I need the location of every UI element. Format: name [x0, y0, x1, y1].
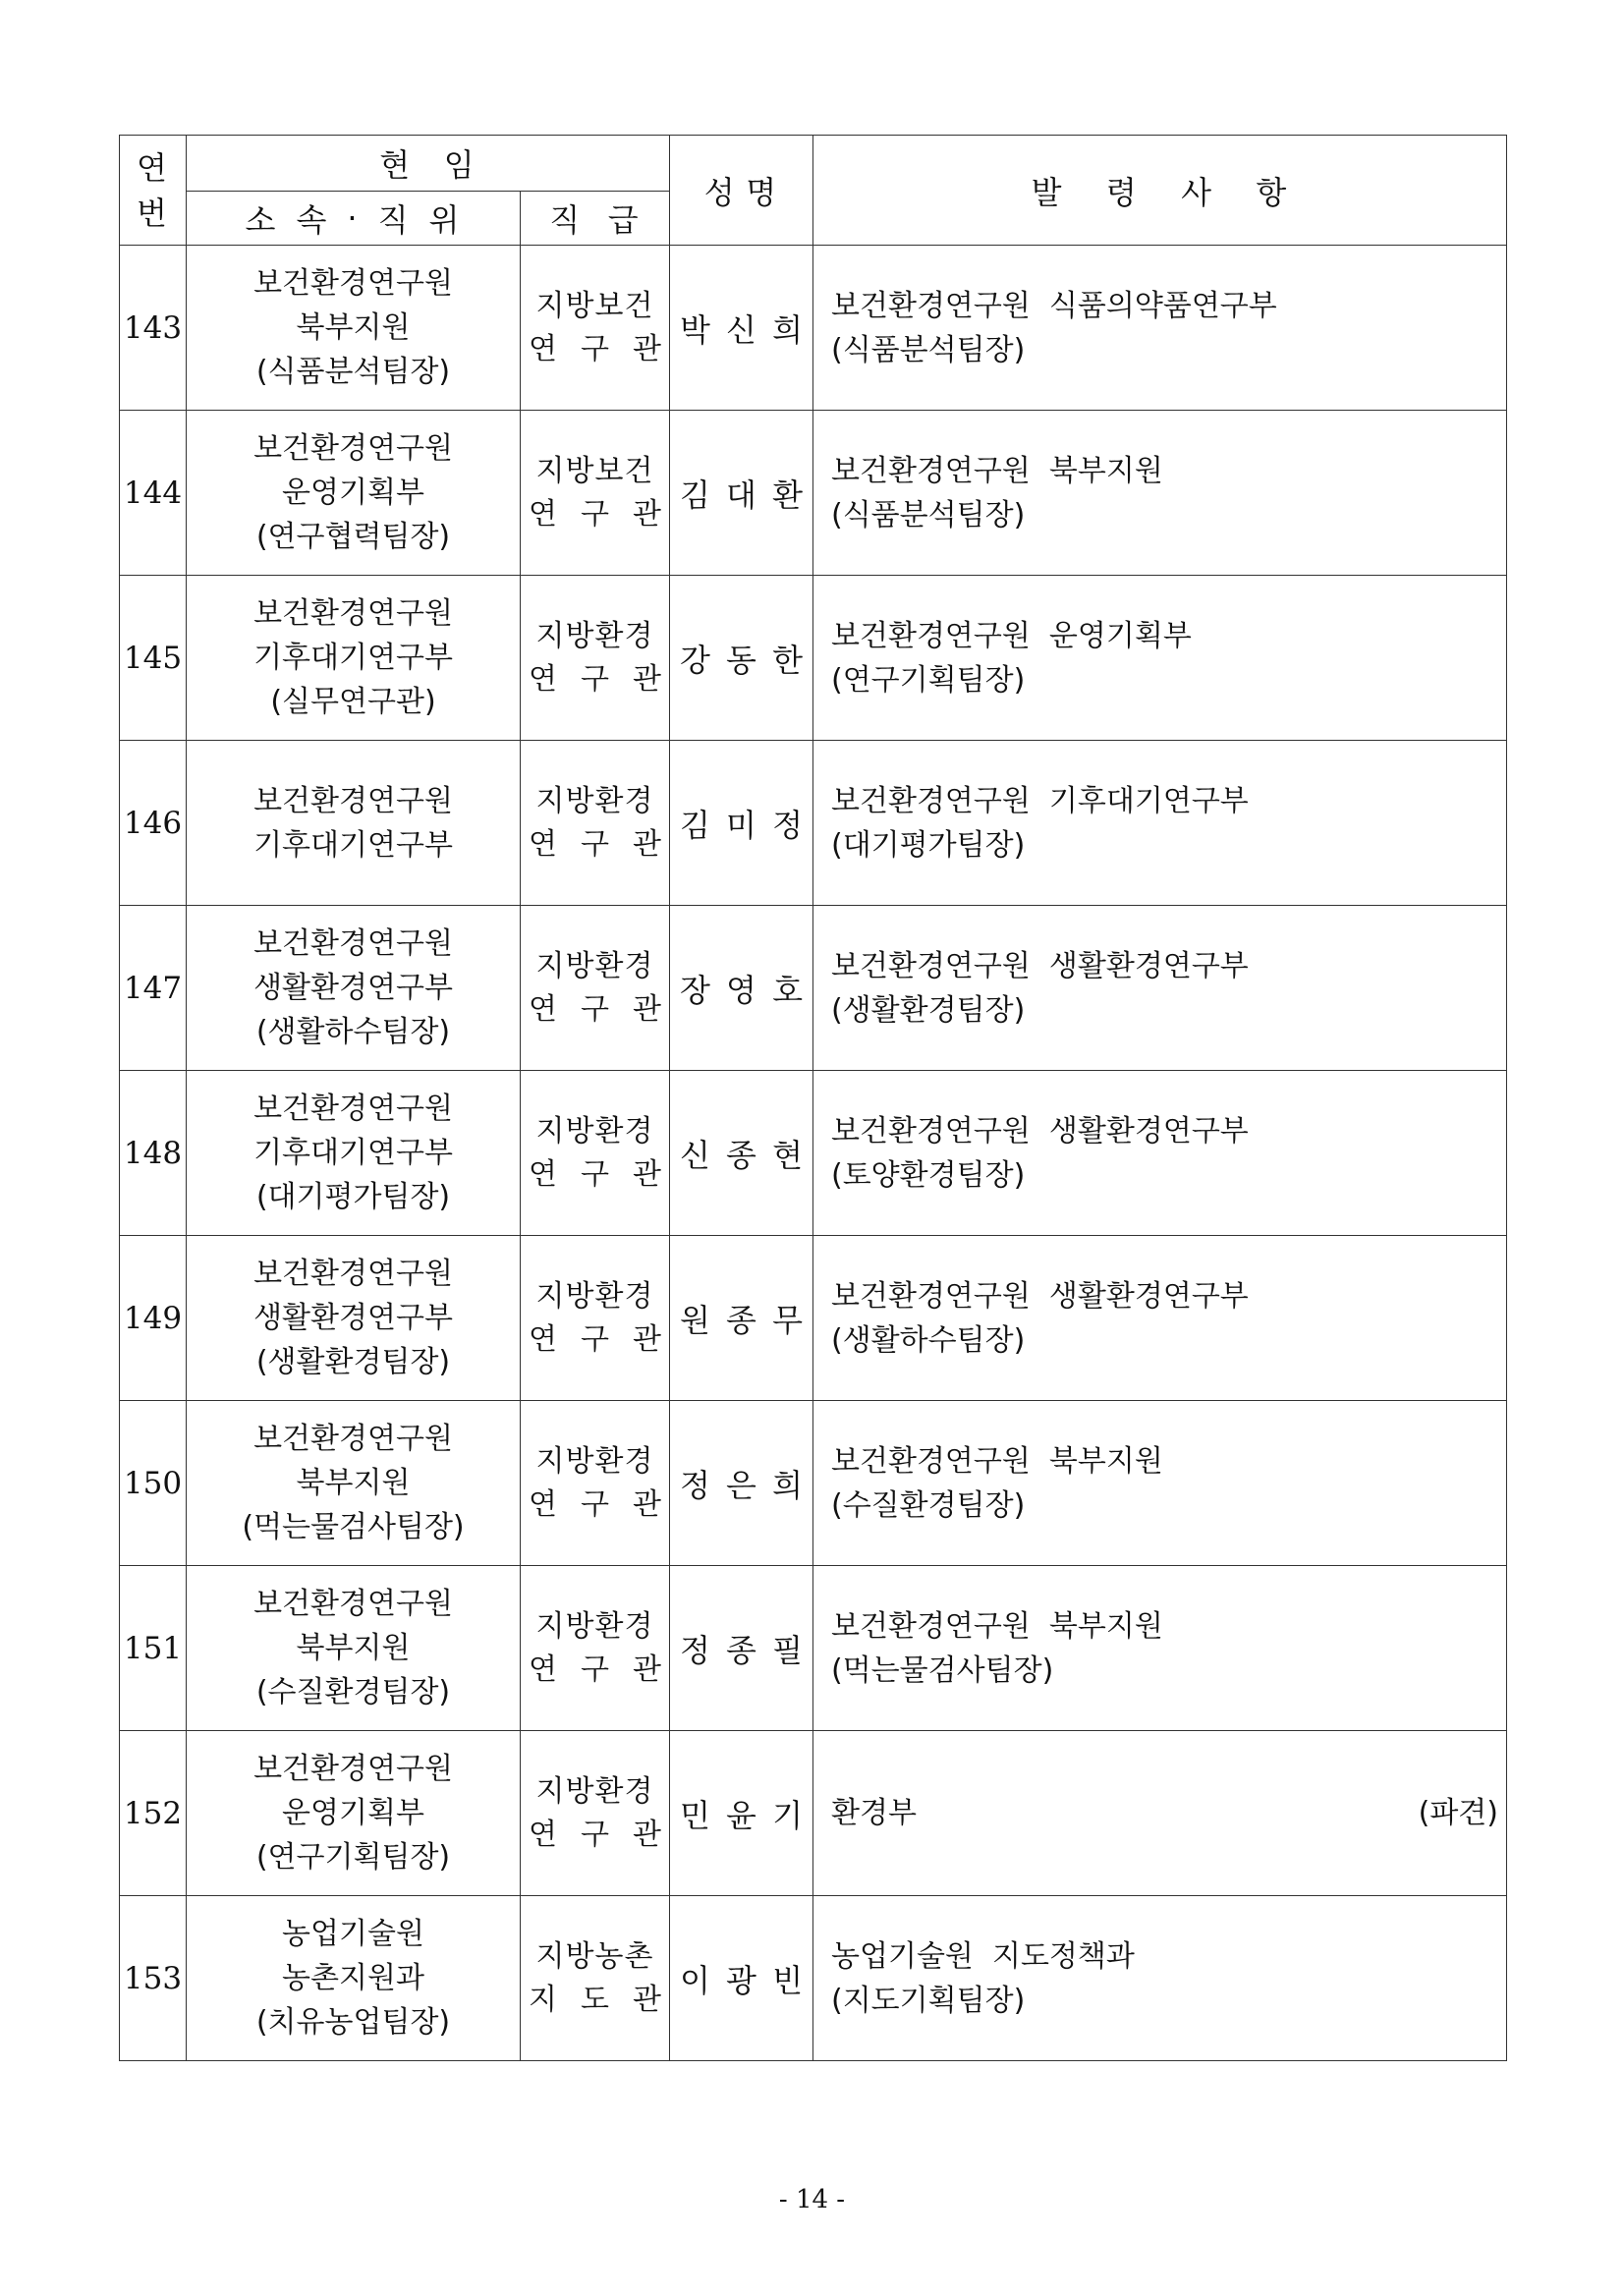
dept-line: (생활환경팀장) — [255, 1345, 451, 1379]
name-char: 기 — [772, 1796, 803, 1834]
dept-line: 보건환경연구원 — [253, 431, 453, 466]
dept-line: 북부지원 — [296, 310, 411, 345]
dept-line: 보건환경연구원 — [253, 596, 453, 631]
name-char: 정 — [772, 806, 803, 844]
name-cell — [670, 1731, 813, 1896]
order-header-char: 발 — [1031, 173, 1064, 211]
grade-line-2 — [521, 988, 669, 1032]
grade-char: 관 — [633, 1486, 661, 1522]
order-text: (식품분석팀장) — [831, 497, 1026, 532]
current-header-char: 임 — [443, 146, 476, 184]
dept-line: 기후대기연구부 — [253, 1136, 453, 1170]
seq-header-char: 번 — [137, 194, 169, 232]
order-line — [831, 328, 1498, 372]
order-text: 보건환경연구원 북부지원 — [831, 453, 1163, 488]
dept-cell — [187, 1731, 521, 1896]
table-row — [120, 741, 1507, 906]
dept-header-char: 위 — [428, 201, 462, 239]
person-name — [670, 801, 812, 846]
grade-char: 관 — [633, 496, 661, 532]
grade-line-2 — [521, 1318, 669, 1362]
grade-header-char: 급 — [607, 201, 641, 239]
name-char: 신 — [726, 310, 756, 349]
order-cell — [813, 1731, 1507, 1896]
name-char: 민 — [680, 1796, 710, 1834]
order-text: 보건환경연구원 식품의약품연구부 — [831, 288, 1277, 323]
order-line — [831, 493, 1498, 537]
order-text: (대기평가팀장) — [831, 827, 1026, 863]
name-char: 이 — [680, 1961, 710, 1999]
name-char: 영 — [726, 971, 756, 1009]
order-text: 보건환경연구원 생활환경연구부 — [831, 1278, 1249, 1314]
grade-cell — [521, 246, 670, 411]
name-char: 필 — [772, 1631, 803, 1669]
grade-char: 연 — [529, 1652, 557, 1687]
dept-line: 보건환경연구원 — [253, 1257, 453, 1291]
grade-line-1: 지방환경 — [535, 1608, 654, 1644]
name-header — [670, 136, 813, 246]
order-cell — [813, 411, 1507, 576]
grade-char: 관 — [633, 1652, 661, 1687]
name-char: 강 — [680, 641, 710, 679]
dept-header-char: 속 — [296, 201, 329, 239]
seq-cell: 152 — [120, 1731, 187, 1896]
order-line — [831, 1439, 1498, 1484]
grade-char: 연 — [529, 331, 557, 366]
order-text: (식품분석팀장) — [831, 332, 1026, 367]
table-body — [120, 246, 1507, 2061]
name-char: 호 — [772, 971, 803, 1009]
order-header-char: 사 — [1181, 173, 1214, 211]
dept-line: 운영기획부 — [282, 476, 424, 510]
grade-char: 연 — [529, 661, 557, 697]
grade-cell — [521, 1071, 670, 1236]
person-name — [670, 1626, 812, 1671]
grade-line-1: 지방환경 — [535, 1113, 654, 1148]
order-text: (지도기획팀장) — [831, 1983, 1026, 2018]
order-header-char: 령 — [1105, 173, 1139, 211]
grade-line-2 — [521, 328, 669, 371]
dept-line: (연구기획팀장) — [255, 1840, 451, 1875]
name-char: 광 — [726, 1961, 756, 1999]
dept-line: (치유농업팀장) — [255, 2005, 451, 2040]
grade-char: 구 — [581, 496, 609, 532]
grade-char: 관 — [633, 826, 661, 862]
order-text: (수질환경팀장) — [831, 1487, 1026, 1523]
grade-char: 관 — [633, 1982, 661, 2017]
name-header-char: 명 — [746, 173, 779, 211]
order-cell — [813, 906, 1507, 1071]
dept-cell — [187, 906, 521, 1071]
grade-char: 관 — [633, 331, 661, 366]
name-cell — [670, 1566, 813, 1731]
order-text: (먹는물검사팀장) — [831, 1652, 1054, 1688]
grade-line-2 — [521, 1979, 669, 2022]
name-cell — [670, 741, 813, 906]
table-row — [120, 1896, 1507, 2061]
table-row — [120, 411, 1507, 576]
grade-char: 관 — [633, 1817, 661, 1852]
dept-line: (식품분석팀장) — [255, 355, 451, 389]
order-line — [831, 823, 1498, 868]
name-char: 윤 — [726, 1796, 756, 1834]
grade-line-2 — [521, 1484, 669, 1527]
dept-line: (대기평가팀장) — [255, 1180, 451, 1214]
order-line — [831, 1318, 1498, 1363]
person-name — [670, 306, 812, 351]
grade-line-1: 지방환경 — [535, 1443, 654, 1479]
current-header-char: 현 — [379, 146, 413, 184]
grade-char: 지 — [529, 1982, 557, 2017]
table-row — [120, 1071, 1507, 1236]
grade-line-2 — [521, 1649, 669, 1692]
grade-line-2 — [521, 1153, 669, 1197]
person-name — [670, 1791, 812, 1836]
name-cell — [670, 246, 813, 411]
grade-line-1: 지방보건 — [535, 288, 654, 323]
order-text: (토양환경팀장) — [831, 1157, 1026, 1193]
order-line — [831, 1791, 1498, 1835]
header-row-top — [120, 136, 1507, 192]
name-char: 김 — [680, 806, 710, 844]
name-char: 무 — [772, 1301, 803, 1339]
dept-line: (수질환경팀장) — [255, 1675, 451, 1709]
order-cell — [813, 741, 1507, 906]
grade-char: 구 — [581, 1486, 609, 1522]
grade-char: 관 — [633, 1156, 661, 1192]
name-char: 종 — [726, 1136, 756, 1174]
order-text: 보건환경연구원 북부지원 — [831, 1608, 1163, 1644]
order-line — [831, 284, 1498, 328]
order-cell — [813, 246, 1507, 411]
table-row — [120, 1401, 1507, 1566]
order-line — [831, 1109, 1498, 1153]
dept-line: (먹는물검사팀장) — [242, 1510, 465, 1544]
grade-char: 연 — [529, 1817, 557, 1852]
name-char: 동 — [726, 641, 756, 679]
grade-line-2 — [521, 493, 669, 536]
grade-char: 연 — [529, 826, 557, 862]
name-char: 신 — [680, 1136, 710, 1174]
grade-char: 구 — [581, 1652, 609, 1687]
grade-char: 도 — [581, 1982, 609, 2017]
name-char: 현 — [772, 1136, 803, 1174]
order-line — [831, 1484, 1498, 1528]
name-char: 희 — [772, 1466, 803, 1504]
grade-cell — [521, 741, 670, 906]
person-name — [670, 1461, 812, 1506]
grade-line-1: 지방농촌 — [535, 1938, 654, 1974]
grade-char: 연 — [529, 496, 557, 532]
grade-cell — [521, 576, 670, 741]
dept-line: 농업기술원 — [282, 1917, 424, 1951]
grade-line-1: 지방환경 — [535, 618, 654, 653]
grade-cell — [521, 411, 670, 576]
grade-char: 관 — [633, 1321, 661, 1357]
grade-char: 구 — [581, 826, 609, 862]
dept-cell — [187, 1401, 521, 1566]
dept-cell — [187, 576, 521, 741]
grade-char: 연 — [529, 1486, 557, 1522]
grade-cell — [521, 1566, 670, 1731]
order-text: 농업기술원 지도정책과 — [831, 1938, 1135, 1974]
name-char: 정 — [680, 1631, 710, 1669]
dept-line: 보건환경연구원 — [253, 1422, 453, 1456]
dept-line: 보건환경연구원 — [253, 783, 453, 818]
seq-cell: 147 — [120, 906, 187, 1071]
seq-cell: 145 — [120, 576, 187, 741]
grade-line-2 — [521, 658, 669, 701]
name-cell — [670, 1236, 813, 1401]
grade-line-1: 지방환경 — [535, 1773, 654, 1809]
dept-line: 생활환경연구부 — [253, 971, 453, 1005]
dept-header-char: 직 — [377, 201, 411, 239]
grade-line-2 — [521, 1814, 669, 1857]
order-header — [813, 136, 1507, 246]
dept-header-char: 소 — [245, 201, 278, 239]
grade-line-2 — [521, 823, 669, 867]
grade-cell — [521, 1236, 670, 1401]
grade-line-1: 지방보건 — [535, 453, 654, 488]
name-cell — [670, 411, 813, 576]
person-name — [670, 1956, 812, 2001]
grade-char: 구 — [581, 1817, 609, 1852]
name-char: 장 — [680, 971, 710, 1009]
dept-line: 보건환경연구원 — [253, 266, 453, 301]
grade-char: 관 — [633, 661, 661, 697]
table-row — [120, 1236, 1507, 1401]
order-line — [831, 1604, 1498, 1649]
grade-header — [521, 192, 670, 246]
grade-char: 구 — [581, 1321, 609, 1357]
grade-char: 구 — [581, 991, 609, 1027]
dept-line: 보건환경연구원 — [253, 1092, 453, 1126]
order-line — [831, 1649, 1498, 1693]
order-text: 환경부 — [831, 1796, 917, 1830]
grade-line-1: 지방환경 — [535, 783, 654, 818]
order-header-char: 항 — [1256, 173, 1289, 211]
order-cell — [813, 1401, 1507, 1566]
order-text: 보건환경연구원 운영기획부 — [831, 618, 1192, 653]
dept-cell — [187, 1896, 521, 2061]
name-char: 은 — [726, 1466, 756, 1504]
dept-cell — [187, 411, 521, 576]
seq-header-char: 연 — [137, 148, 169, 187]
seq-cell: 150 — [120, 1401, 187, 1566]
order-cell — [813, 576, 1507, 741]
seq-cell: 153 — [120, 1896, 187, 2061]
order-cell — [813, 1236, 1507, 1401]
grade-cell — [521, 1896, 670, 2061]
appointment-table — [119, 135, 1507, 2061]
order-line — [831, 658, 1498, 702]
name-char: 대 — [726, 476, 756, 514]
grade-header-char: 직 — [549, 201, 583, 239]
name-cell — [670, 1896, 813, 2061]
table-row — [120, 1731, 1507, 1896]
order-cell — [813, 1566, 1507, 1731]
table-row — [120, 576, 1507, 741]
person-name — [670, 636, 812, 681]
dept-line: (생활하수팀장) — [255, 1015, 451, 1049]
name-cell — [670, 1071, 813, 1236]
name-char: 미 — [726, 806, 756, 844]
order-line — [831, 449, 1498, 493]
dept-line: 기후대기연구부 — [253, 827, 453, 863]
name-char: 종 — [726, 1631, 756, 1669]
grade-cell — [521, 906, 670, 1071]
name-char: 박 — [680, 310, 710, 349]
name-header-char: 성 — [703, 173, 737, 211]
name-cell — [670, 906, 813, 1071]
dept-header — [187, 192, 521, 246]
order-line — [831, 1153, 1498, 1198]
name-char: 정 — [680, 1466, 710, 1504]
name-char: 종 — [726, 1301, 756, 1339]
order-line — [831, 944, 1498, 988]
grade-char: 연 — [529, 1321, 557, 1357]
dept-line: 운영기획부 — [282, 1796, 424, 1830]
grade-char: 연 — [529, 1156, 557, 1192]
current-position-header — [187, 136, 670, 192]
seq-cell: 148 — [120, 1071, 187, 1236]
seq-cell: 144 — [120, 411, 187, 576]
page-number: - 14 - — [778, 2185, 846, 2214]
name-cell — [670, 1401, 813, 1566]
grade-char: 구 — [581, 661, 609, 697]
order-line — [831, 1274, 1498, 1318]
person-name — [670, 966, 812, 1011]
dept-header-char: · — [347, 199, 360, 237]
order-line — [831, 988, 1498, 1033]
dept-cell — [187, 246, 521, 411]
order-line — [831, 779, 1498, 823]
person-name — [670, 471, 812, 516]
seq-cell: 151 — [120, 1566, 187, 1731]
dept-line: 생활환경연구부 — [253, 1301, 453, 1335]
grade-cell — [521, 1731, 670, 1896]
dept-line: 보건환경연구원 — [253, 926, 453, 961]
name-char: 한 — [772, 641, 803, 679]
name-char: 원 — [680, 1301, 710, 1339]
seq-header — [120, 136, 187, 246]
dept-line: 북부지원 — [296, 1631, 411, 1665]
order-cell — [813, 1896, 1507, 2061]
order-line — [831, 1934, 1498, 1979]
grade-line-1: 지방환경 — [535, 948, 654, 983]
dept-line: 북부지원 — [296, 1466, 411, 1500]
table-row — [120, 246, 1507, 411]
name-cell — [670, 576, 813, 741]
grade-char: 구 — [581, 331, 609, 366]
order-cell — [813, 1071, 1507, 1236]
grade-char: 연 — [529, 991, 557, 1027]
order-text: (생활환경팀장) — [831, 992, 1026, 1028]
order-line — [831, 1979, 1498, 2023]
dept-cell — [187, 741, 521, 906]
person-name — [670, 1131, 812, 1176]
dept-line: 기후대기연구부 — [253, 641, 453, 675]
order-note: (파견) — [1418, 1796, 1498, 1830]
seq-cell: 149 — [120, 1236, 187, 1401]
person-name — [670, 1296, 812, 1341]
order-text: 보건환경연구원 기후대기연구부 — [831, 783, 1249, 818]
dept-line: (실무연구관) — [270, 685, 436, 719]
order-text: 보건환경연구원 생활환경연구부 — [831, 1113, 1249, 1148]
order-text: (생활하수팀장) — [831, 1322, 1026, 1358]
order-text: 보건환경연구원 생활환경연구부 — [831, 948, 1249, 983]
grade-char: 관 — [633, 991, 661, 1027]
seq-cell: 146 — [120, 741, 187, 906]
name-char: 희 — [772, 310, 803, 349]
order-text: 보건환경연구원 북부지원 — [831, 1443, 1163, 1479]
dept-line: 보건환경연구원 — [253, 1587, 453, 1621]
name-char: 빈 — [772, 1961, 803, 1999]
order-line — [831, 614, 1498, 658]
dept-cell — [187, 1566, 521, 1731]
order-text: (연구기획팀장) — [831, 662, 1026, 698]
table-row — [120, 906, 1507, 1071]
grade-char: 구 — [581, 1156, 609, 1192]
dept-line: 보건환경연구원 — [253, 1752, 453, 1786]
seq-cell: 143 — [120, 246, 187, 411]
name-char: 환 — [772, 476, 803, 514]
table-row — [120, 1566, 1507, 1731]
name-char: 김 — [680, 476, 710, 514]
dept-cell — [187, 1071, 521, 1236]
grade-line-1: 지방환경 — [535, 1278, 654, 1314]
dept-line: 농촌지원과 — [282, 1961, 424, 1995]
dept-cell — [187, 1236, 521, 1401]
dept-line: (연구협력팀장) — [255, 520, 451, 554]
grade-cell — [521, 1401, 670, 1566]
